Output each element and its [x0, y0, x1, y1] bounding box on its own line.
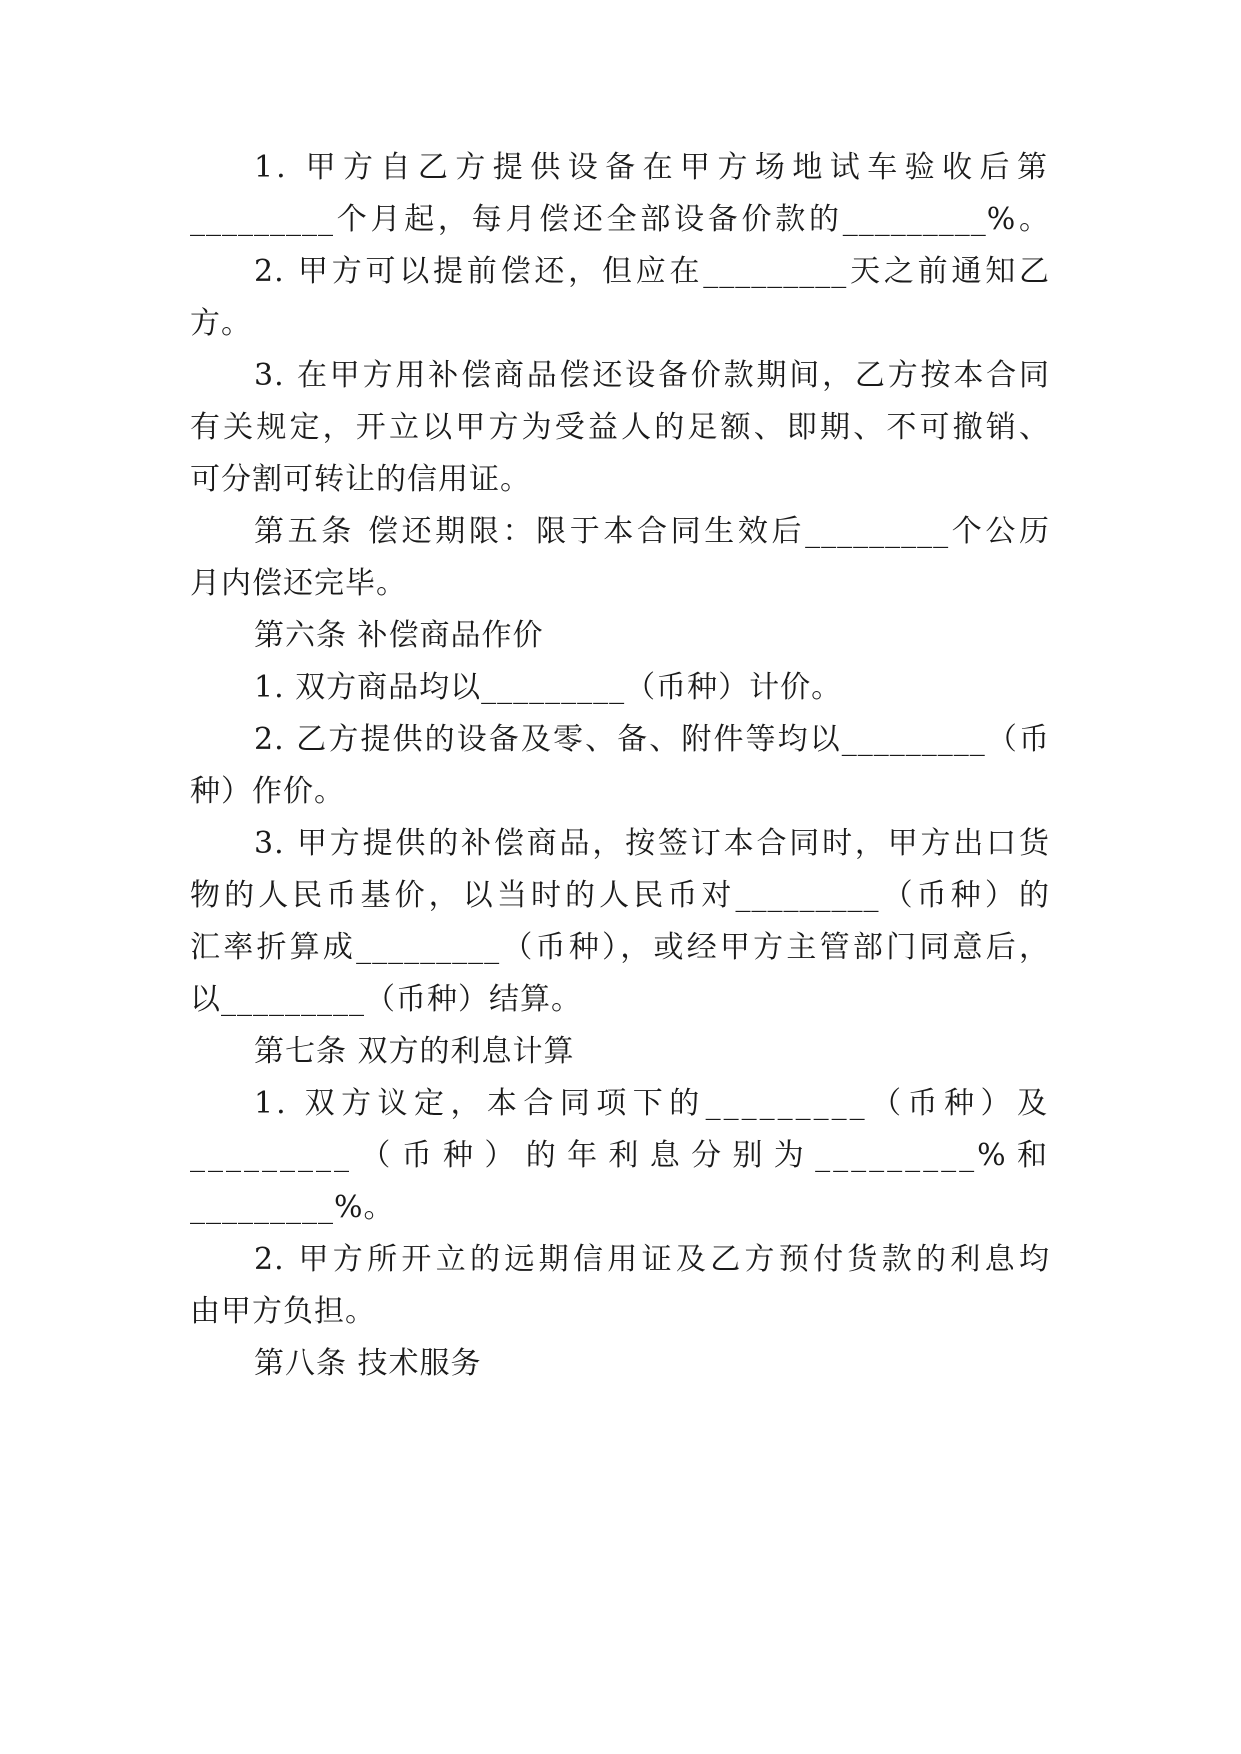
clause-7-1-line-3: _________%。 — [190, 1190, 395, 1225]
clause-7-2-line-2: 由甲方负担。 — [190, 1294, 376, 1329]
clause-4-2-line-2: 方。 — [190, 306, 252, 341]
clause-7-1-line-1: 1. 双方议定，本合同项下的_________（币种）及 — [254, 1086, 1050, 1121]
clause-6-2-line-2: 种）作价。 — [190, 774, 345, 809]
clause-4-3-line-3: 可分割可转让的信用证。 — [190, 462, 531, 497]
article-5-line-2: 月内偿还完毕。 — [190, 566, 407, 601]
clause-4-3-line-1: 3. 在甲方用补偿商品偿还设备价款期间，乙方按本合同 — [254, 358, 1050, 393]
clause-6-3-line-3: 汇率折算成_________（币种），或经甲方主管部门同意后， — [190, 930, 1050, 965]
clause-4-2-line-1: 2. 甲方可以提前偿还，但应在_________天之前通知乙 — [254, 254, 1050, 289]
clause-4-1-line-1: 1. 甲方自乙方提供设备在甲方场地试车验收后第 — [254, 150, 1050, 185]
clause-4-1-line-2: _________个月起，每月偿还全部设备价款的_________%。 — [190, 202, 1050, 237]
clause-7-2-line-1: 2. 甲方所开立的远期信用证及乙方预付货款的利息均 — [254, 1242, 1050, 1277]
article-5-line-1: 第五条 偿还期限：限于本合同生效后_________个公历 — [254, 514, 1050, 549]
clause-6-3-line-2: 物的人民币基价，以当时的人民币对_________（币种）的 — [190, 878, 1050, 913]
clause-6-3-line-4: 以_________（币种）结算。 — [190, 982, 582, 1017]
clause-6-1: 1. 双方商品均以_________（币种）计价。 — [254, 670, 843, 705]
article-6-heading: 第六条 补偿商品作价 — [254, 618, 544, 653]
clause-7-1-line-2: _________（币种）的年利息分别为_________%和 — [190, 1138, 1050, 1173]
clause-6-3-line-1: 3. 甲方提供的补偿商品，按签订本合同时，甲方出口货 — [254, 826, 1050, 861]
article-7-heading: 第七条 双方的利息计算 — [254, 1034, 575, 1069]
clause-4-3-line-2: 有关规定，开立以甲方为受益人的足额、即期、不可撤销、 — [190, 410, 1050, 445]
clause-6-2-line-1: 2. 乙方提供的设备及零、备、附件等均以_________（币 — [254, 722, 1050, 757]
article-8-heading: 第八条 技术服务 — [254, 1346, 482, 1381]
